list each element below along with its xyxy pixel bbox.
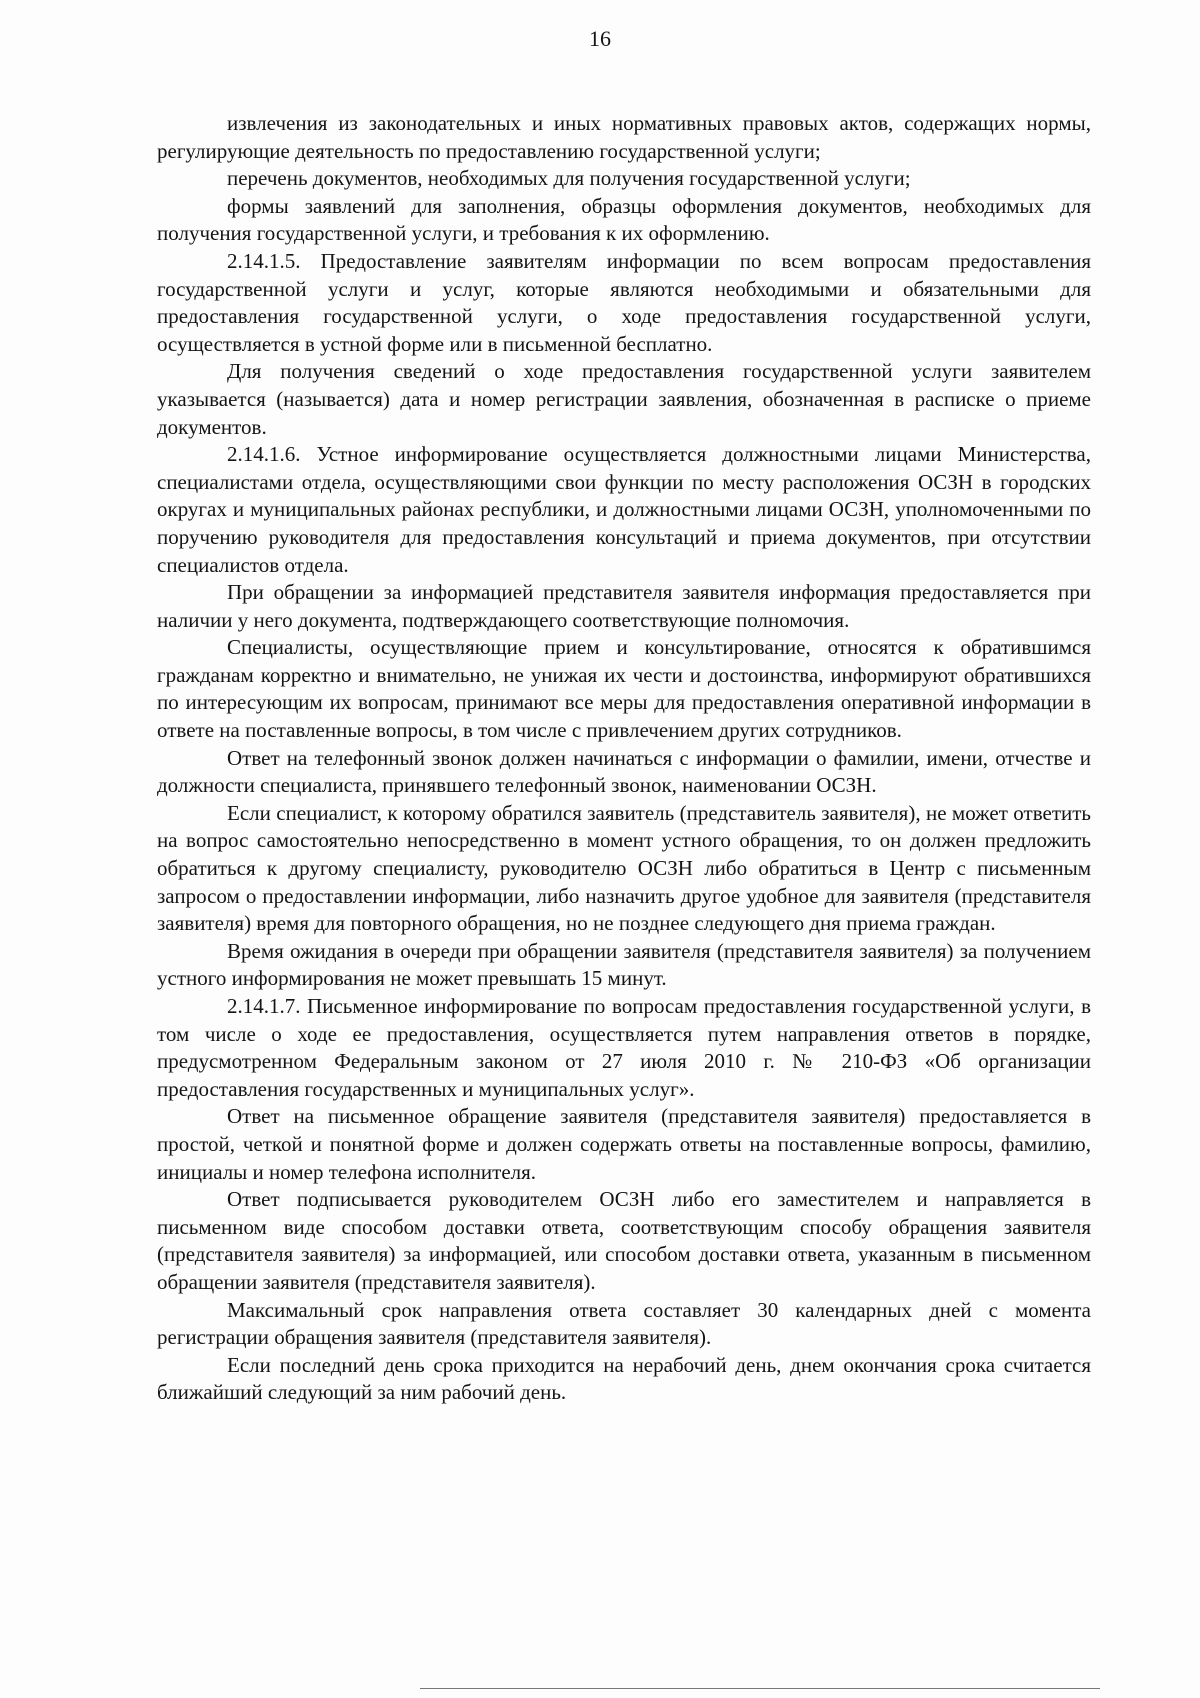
document-body <box>157 110 1091 1407</box>
paragraph-section-2-14-1-5: 2.14.1.5. Предоставление заявителям информации по всем вопросам предоставления государственной услуги и услуг, которые являются необходимыми и обязательными для предоставления государственной услуги, о ходе предоставления государственной услуги, осуществляется в устной форме или в письменной бесплатно. <box>157 248 1091 356</box>
paragraph: При обращении за информацией представителя заявителя информация предоставляется при наличии у него документа, подтверждающего соответствующие полномочия. <box>157 580 1091 632</box>
paragraph: Время ожидания в очереди при обращении заявителя (представителя заявителя) за получением устного информирования не может превышать 15 минут. <box>157 938 1091 991</box>
paragraph: извлечения из законодательных и иных нормативных правовых актов, содержащих нормы, регулирующие деятельность по предоставлению государственной услуги; <box>157 111 1091 163</box>
paragraph: Ответ подписывается руководителем ОСЗН либо его заместителем и направляется в письменном виде способом доставки ответа, соответствующим способу обращения заявителя (представителя заявителя) за информацией, или способом доставки ответа, указанным в письменном обращении заявителя (представителя заявителя). <box>157 1187 1091 1294</box>
paragraph: Специалисты, осуществляющие прием и консультирование, относятся к обратившимся гражданам корректно и внимательно, не унижая их чести и достоинства, информируют обратившихся по интересующим их вопросам, принимают все меры для предоставления оперативной информации в ответе на поставленные вопросы, в том числе с привлечением других сотрудников. <box>157 635 1091 743</box>
page-number: 16 <box>589 26 611 51</box>
paragraph: Если последний день срока приходится на нерабочий день, днем окончания срока считается ближайший следующий за ним рабочий день. <box>157 1352 1091 1405</box>
paragraph: Ответ на телефонный звонок должен начинаться с информации о фамилии, имени, отчестве и должности специалиста, принявшего телефонный звонок, наименовании ОСЗН. <box>157 745 1091 798</box>
paragraph: формы заявлений для заполнения, образцы оформления документов, необходимых для получения государственной услуги, и требования к их оформлению. <box>157 193 1091 246</box>
bottom-rule-line <box>420 1688 1100 1689</box>
paragraph-section-2-14-1-6: 2.14.1.6. Устное информирование осуществляется должностными лицами Министерства, специалистами отдела, осуществляющими свои функции по месту расположения ОСЗН в городских округах и муниципальных районах республики, и должностными лицами ОСЗН, уполномоченными по поручению руководителя для предоставления консультаций и приема документов, при отсутствии специалистов отдела. <box>157 442 1091 577</box>
paragraph: Ответ на письменное обращение заявителя (представителя заявителя) предоставляется в простой, четкой и понятной форме и должен содержать ответы на поставленные вопросы, фамилию, инициалы и номер телефона исполнителя. <box>157 1104 1091 1184</box>
paragraph-section-2-14-1-7: 2.14.1.7. Письменное информирование по вопросам предоставления государственной услуги, в том числе о ходе ее предоставления, осуществляется путем направления ответов в порядке, предусмотренном Федеральным законом от 27 июля 2010 г. № 210-ФЗ «Об организации предоставления государственных и муниципальных услуг». <box>157 994 1091 1101</box>
paragraph: Для получения сведений о ходе предоставления государственной услуги заявителем указывается (называется) дата и номер регистрации заявления, обозначенная в расписке о приеме документов. <box>157 359 1091 439</box>
paragraph: Максимальный срок направления ответа составляет 30 календарных дней с момента регистрации обращения заявителя (представителя заявителя). <box>157 1297 1091 1350</box>
paragraph: Если специалист, к которому обратился заявитель (представитель заявителя), не может ответить на вопрос самостоятельно непосредственно в момент устного обращения, то он должен предложить обратиться к другому специалисту, руководителю ОСЗН либо обратиться в Центр с письменным запросом о предоставлении информации, либо назначить другое удобное для заявителя (представителя заявителя) время для повторного обращения, но не позднее следующего дня приема граждан. <box>157 800 1091 936</box>
paragraph: перечень документов, необходимых для получения государственной услуги; <box>227 166 911 191</box>
